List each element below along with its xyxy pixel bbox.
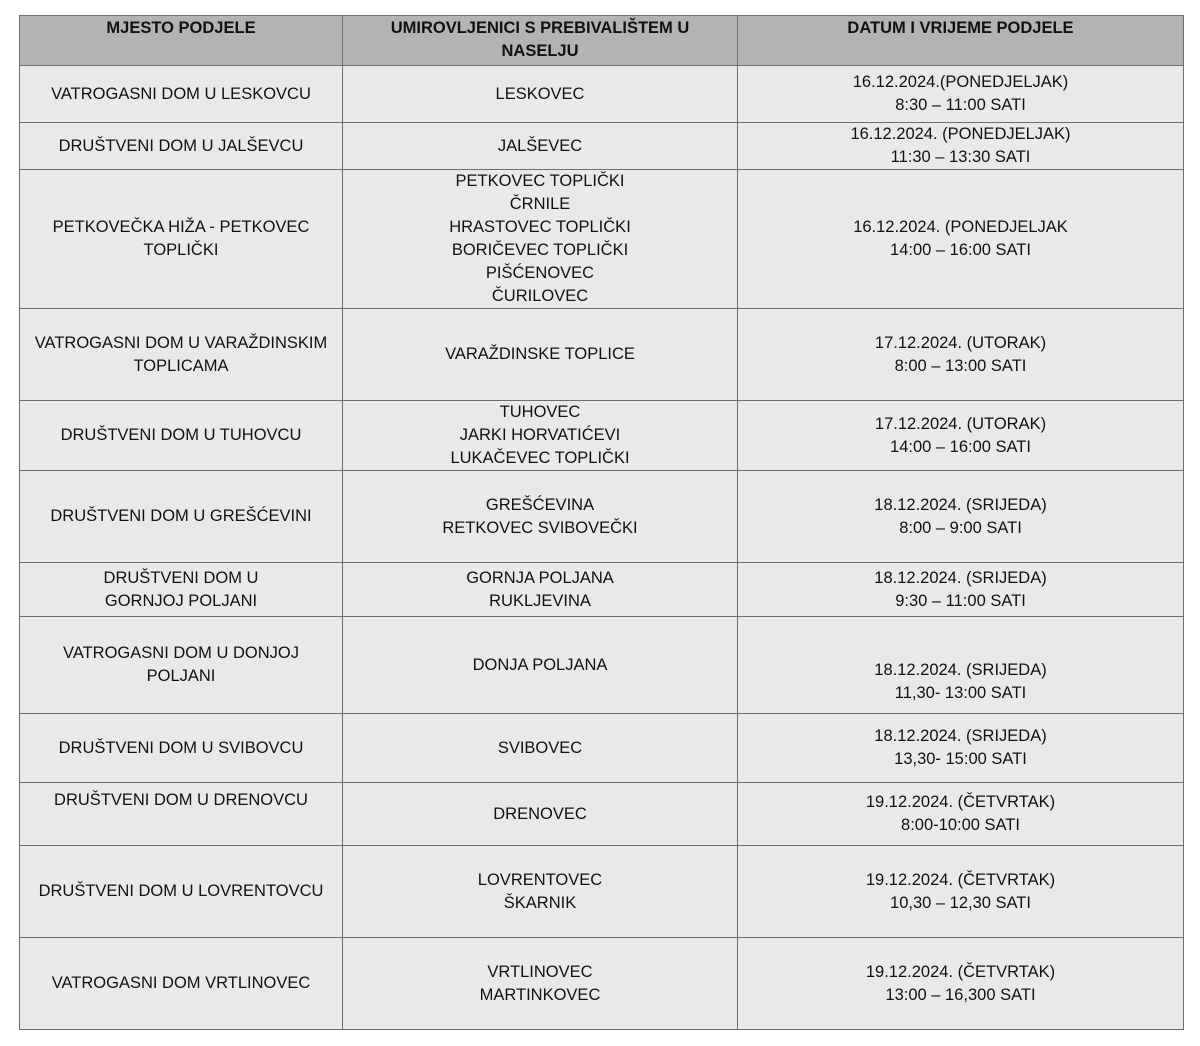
datetime-line: 17.12.2024. (UTORAK) — [874, 414, 1047, 433]
settlements-line: VRTLINOVEC — [487, 962, 593, 981]
table-row — [20, 471, 1184, 563]
location-line: DRUŠTVENI DOM U JALŠEVCU — [58, 136, 304, 155]
datetime-line: 13,30- 15:00 SATI — [894, 750, 1027, 768]
settlements-line: GREŠĆEVINA — [485, 495, 595, 514]
datetime-line: 9:30 – 11:00 SATI — [895, 591, 1026, 610]
settlements-cell — [343, 123, 738, 170]
location-cell — [20, 401, 343, 471]
datetime-cell — [738, 123, 1184, 170]
datetime-line: 16.12.2024.(PONEDJELJAK) — [852, 73, 1069, 91]
table-row — [20, 401, 1184, 471]
settlements-line: TUHOVEC — [499, 403, 581, 421]
location-cell — [20, 66, 343, 123]
location-cell — [20, 309, 343, 401]
settlements-cell — [343, 617, 738, 714]
table-row — [20, 783, 1184, 846]
datetime-line: 18.12.2024. (SRIJEDA) — [874, 661, 1047, 679]
settlements-line: HRASTOVEC TOPLIČKI — [449, 218, 631, 236]
location-line: TOPLIČKI — [143, 241, 219, 259]
datetime-cell — [738, 471, 1184, 563]
settlements-line: DRENOVEC — [493, 804, 587, 823]
datetime-cell — [738, 846, 1184, 938]
header-settlements — [343, 16, 738, 66]
location-line: TOPLICAMA — [133, 356, 229, 375]
location-line: VATROGASNI DOM U VARAŽDINSKIM — [34, 333, 328, 352]
table-row — [20, 309, 1184, 401]
datetime-line: 18.12.2024. (SRIJEDA) — [874, 727, 1047, 745]
header-settlements-label-line2: NASELJU — [501, 42, 579, 60]
header-datetime — [738, 16, 1184, 66]
location-line: VATROGASNI DOM VRTLINOVEC — [51, 974, 311, 992]
settlements-cell — [343, 846, 738, 938]
distribution-schedule-table — [19, 15, 1184, 1030]
datetime-line: 19.12.2024. (ČETVRTAK) — [865, 870, 1056, 889]
datetime-line: 8:00 – 9:00 SATI — [899, 518, 1022, 537]
datetime-line: 8:00-10:00 SATI — [901, 816, 1020, 834]
datetime-cell — [738, 170, 1184, 309]
location-cell — [20, 471, 343, 563]
datetime-line: 11:30 – 13:30 SATI — [890, 148, 1031, 166]
datetime-line: 18.12.2024. (SRIJEDA) — [874, 568, 1047, 587]
location-cell — [20, 846, 343, 938]
table-row — [20, 714, 1184, 783]
datetime-line: 8:30 – 11:00 SATI — [895, 96, 1026, 114]
settlements-line: JARKI HORVATIĆEVI — [459, 426, 621, 444]
header-location-label: MJESTO PODJELE — [106, 19, 256, 37]
datetime-line: 8:00 – 13:00 SATI — [894, 356, 1027, 375]
datetime-line: 16.12.2024. (PONEDJELJAK — [853, 218, 1068, 236]
settlements-cell — [343, 938, 738, 1030]
location-cell — [20, 783, 343, 846]
settlements-line: MARTINKOVEC — [479, 985, 601, 1004]
datetime-line: 19.12.2024. (ČETVRTAK) — [865, 962, 1056, 981]
table-row — [20, 563, 1184, 617]
datetime-cell — [738, 714, 1184, 783]
location-line: DRUŠTVENI DOM U — [103, 568, 259, 587]
location-line: PETKOVEČKA HIŽA - PETKOVEC — [52, 218, 310, 236]
datetime-cell — [738, 617, 1184, 714]
datetime-line: 16.12.2024. (PONEDJELJAK) — [850, 125, 1071, 143]
datetime-cell — [738, 401, 1184, 471]
datetime-cell — [738, 309, 1184, 401]
table-header-row — [20, 16, 1184, 66]
settlements-line: PIŠĆENOVEC — [485, 264, 595, 282]
datetime-line: 10,30 – 12,30 SATI — [890, 893, 1031, 912]
header-datetime-label: DATUM I VRIJEME PODJELE — [847, 19, 1074, 37]
datetime-line: 19.12.2024. (ČETVRTAK) — [865, 793, 1056, 811]
datetime-cell — [738, 938, 1184, 1030]
settlements-cell — [343, 309, 738, 401]
datetime-cell — [738, 563, 1184, 617]
settlements-line: RUKLJEVINA — [489, 591, 591, 610]
location-line: GORNJOJ POLJANI — [104, 591, 258, 610]
settlements-line: ŠKARNIK — [503, 893, 577, 912]
settlements-line: RETKOVEC SVIBOVEČKI — [442, 518, 638, 537]
settlements-line: GORNJA POLJANA — [466, 568, 614, 587]
settlements-line: JALŠEVEC — [497, 136, 583, 155]
location-cell — [20, 938, 343, 1030]
table-row — [20, 66, 1184, 123]
settlements-cell — [343, 783, 738, 846]
header-settlements-label-line1: UMIROVLJENICI S PREBIVALIŠTEM U — [390, 19, 690, 37]
location-line: POLJANI — [146, 667, 216, 685]
settlements-line: LOVRENTOVEC — [477, 870, 603, 889]
settlements-cell — [343, 66, 738, 123]
location-line: DRUŠTVENI DOM U SVIBOVCU — [58, 738, 304, 757]
location-line: DRUŠTVENI DOM U GREŠĆEVINI — [50, 507, 312, 525]
table-row — [20, 170, 1184, 309]
datetime-line: 18.12.2024. (SRIJEDA) — [874, 495, 1047, 514]
settlements-line: ČRNILE — [509, 195, 571, 213]
settlements-line: DONJA POLJANA — [472, 655, 608, 674]
datetime-cell — [738, 66, 1184, 123]
location-cell — [20, 170, 343, 309]
settlements-line: VARAŽDINSKE TOPLICE — [445, 345, 635, 363]
location-line: DRUŠTVENI DOM U TUHOVCU — [60, 426, 302, 444]
settlements-cell — [343, 471, 738, 563]
table-row — [20, 617, 1184, 714]
settlements-line: LESKOVEC — [495, 84, 585, 103]
settlements-line: BORIČEVEC TOPLIČKI — [451, 241, 629, 259]
datetime-line: 13:00 – 16,300 SATI — [885, 985, 1036, 1004]
settlements-cell — [343, 714, 738, 783]
settlements-cell — [343, 401, 738, 471]
datetime-cell — [738, 783, 1184, 846]
datetime-line: 14:00 – 16:00 SATI — [890, 437, 1031, 456]
datetime-line: 17.12.2024. (UTORAK) — [874, 333, 1047, 352]
settlements-line: ČURILOVEC — [491, 287, 589, 305]
location-cell — [20, 563, 343, 617]
settlements-line: SVIBOVEC — [497, 738, 583, 757]
location-cell — [20, 123, 343, 170]
table-row — [20, 938, 1184, 1030]
settlements-cell — [343, 563, 738, 617]
location-line: DRUŠTVENI DOM U DRENOVCU — [54, 791, 308, 809]
datetime-line: 11,30- 13:00 SATI — [894, 684, 1027, 702]
header-location — [20, 16, 343, 66]
location-cell — [20, 714, 343, 783]
settlements-line: LUKAČEVEC TOPLIČKI — [450, 449, 630, 467]
table-row — [20, 123, 1184, 170]
location-line: VATROGASNI DOM U LESKOVCU — [51, 84, 311, 103]
settlements-cell — [343, 170, 738, 309]
settlements-line: PETKOVEC TOPLIČKI — [455, 172, 625, 190]
datetime-line: 14:00 – 16:00 SATI — [890, 241, 1031, 259]
location-line: DRUŠTVENI DOM U LOVRENTOVCU — [38, 882, 324, 900]
location-line: VATROGASNI DOM U DONJOJ — [63, 644, 299, 662]
location-cell — [20, 617, 343, 714]
table-row — [20, 846, 1184, 938]
